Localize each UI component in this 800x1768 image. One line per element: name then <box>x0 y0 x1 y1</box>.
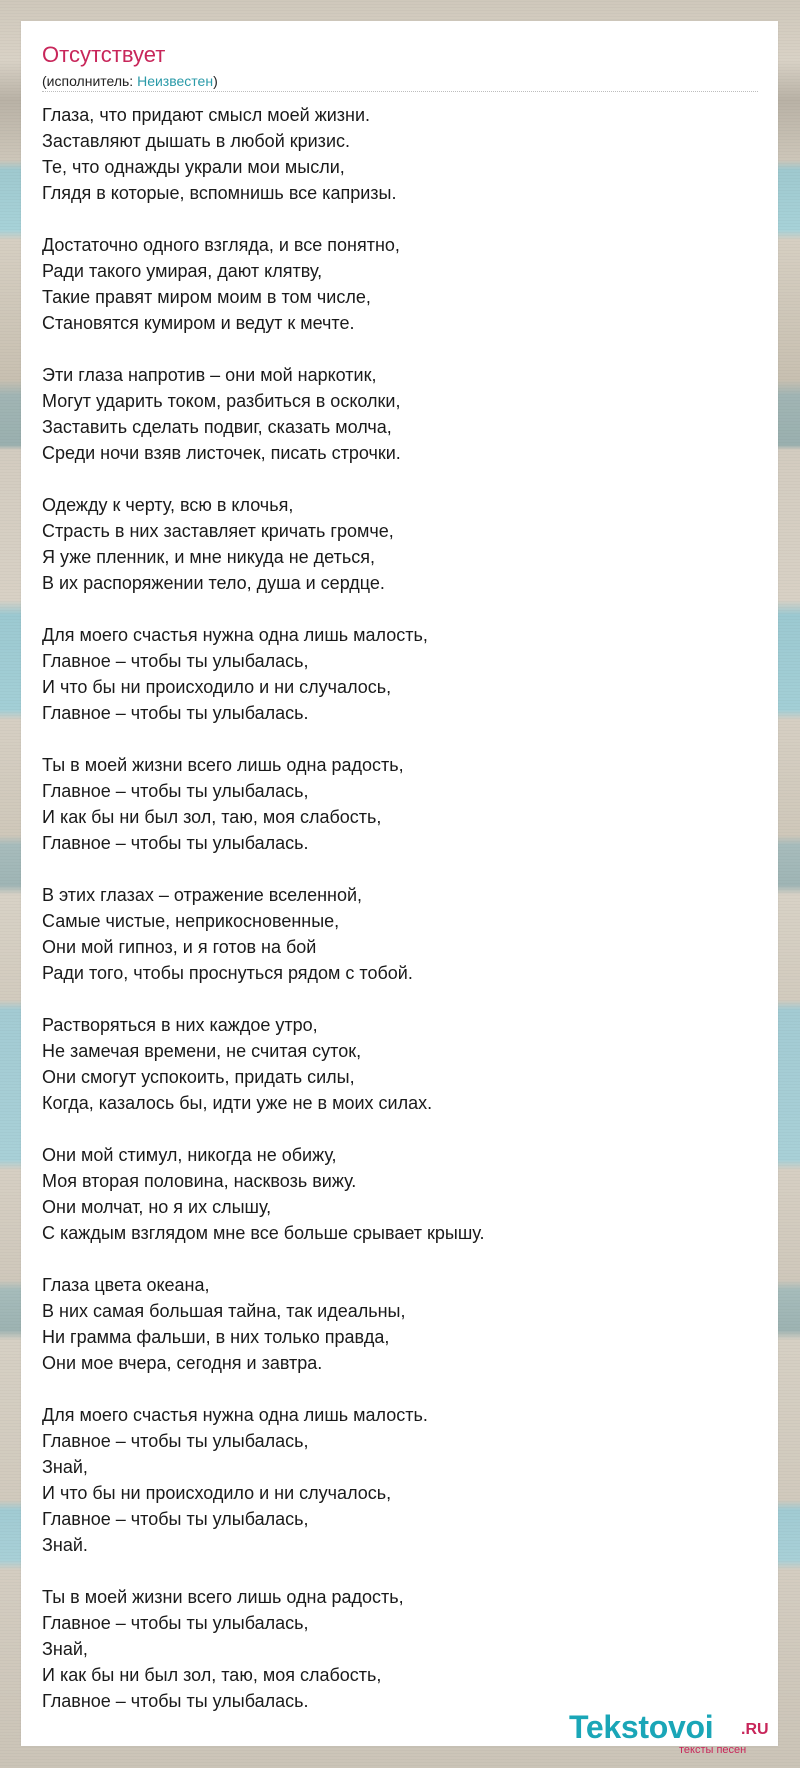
lyrics-stanza <box>42 1402 762 1558</box>
lyrics-line: Главное – чтобы ты улыбалась. <box>42 833 309 853</box>
song-title: Отсутствует <box>42 42 166 67</box>
lyrics-stanza <box>42 1142 762 1246</box>
lyrics-line: Среди ночи взяв листочек, писать строчки. <box>42 443 401 463</box>
lyrics-line: Главное – чтобы ты улыбалась. <box>42 1691 309 1711</box>
lyrics-line: Ради того, чтобы проснуться рядом с тобой. <box>42 963 413 983</box>
lyrics-line: Для моего счастья нужна одна лишь малость. <box>42 1405 428 1425</box>
lyrics-line: Могут ударить током, разбиться в осколки, <box>42 391 401 411</box>
lyrics-stanza <box>42 622 762 726</box>
lyrics-line: Главное – чтобы ты улыбалась. <box>42 703 309 723</box>
performer-line <box>42 72 218 90</box>
lyrics-line: Одежду к черту, всю в клочья, <box>42 495 294 515</box>
lyrics-line: Я уже пленник, и мне никуда не деться, <box>42 547 375 567</box>
lyrics-line: Заставляют дышать в любой кризис. <box>42 131 350 151</box>
lyrics-stanza <box>42 232 762 336</box>
title-divider <box>42 91 758 92</box>
lyrics-line: Когда, казалось бы, идти уже не в моих силах. <box>42 1093 433 1113</box>
lyrics-line: Они мое вчера, сегодня и завтра. <box>42 1353 323 1373</box>
logo-tld: .RU <box>741 1721 769 1738</box>
lyrics-line: Становятся кумиром и ведут к мечте. <box>42 313 355 333</box>
lyrics-line: Они молчат, но я их слышу, <box>42 1197 272 1217</box>
lyrics-line: Главное – чтобы ты улыбалась, <box>42 1431 309 1451</box>
lyrics-line: Глаза, что придают смысл моей жизни. <box>42 105 371 125</box>
lyrics-line: Они мой стимул, никогда не обижу, <box>42 1145 337 1165</box>
lyrics-line: Глядя в которые, вспомнишь все капризы. <box>42 183 397 203</box>
lyrics-line: И что бы ни происходило и ни случалось, <box>42 677 392 697</box>
lyrics-line: Знай, <box>42 1457 88 1477</box>
lyrics-line: Они смогут успокоить, придать силы, <box>42 1067 355 1087</box>
lyrics-line: Не замечая времени, не считая суток, <box>42 1041 362 1061</box>
lyrics-line: Ты в моей жизни всего лишь одна радость, <box>42 755 404 775</box>
lyrics-line: Главное – чтобы ты улыбалась, <box>42 1509 309 1529</box>
lyrics-line: Знай. <box>42 1535 88 1555</box>
lyrics-line: Ради такого умирая, дают клятву, <box>42 261 323 281</box>
lyrics-line: Главное – чтобы ты улыбалась, <box>42 781 309 801</box>
lyrics-line: Главное – чтобы ты улыбалась, <box>42 1613 309 1633</box>
lyrics-stanza <box>42 362 762 466</box>
lyrics-stanza <box>42 1272 762 1376</box>
lyrics-line: Ни грамма фальши, в них только правда, <box>42 1327 390 1347</box>
lyrics-line: И что бы ни происходило и ни случалось, <box>42 1483 392 1503</box>
logo-wordmark: Tekstovoi <box>569 1709 714 1745</box>
lyrics-line: Достаточно одного взгляда, и все понятно, <box>42 235 400 255</box>
lyrics-stanza <box>42 492 762 596</box>
lyrics-line: Моя вторая половина, насквозь вижу. <box>42 1171 357 1191</box>
performer-prefix: (исполнитель: <box>42 73 138 89</box>
lyrics-line: Знай, <box>42 1639 88 1659</box>
lyrics-line: С каждым взглядом мне все больше срывает крышу. <box>42 1223 485 1243</box>
lyrics-stanza <box>42 102 762 206</box>
lyrics-stanza <box>42 752 762 856</box>
lyrics-stanza <box>42 1584 762 1714</box>
lyrics-line: В этих глазах – отражение вселенной, <box>42 885 363 905</box>
lyrics-line: Такие правят миром моим в том числе, <box>42 287 371 307</box>
lyrics-card <box>21 21 778 1756</box>
lyrics-line: Эти глаза напротив – они мой наркотик, <box>42 365 377 385</box>
lyrics-line: Главное – чтобы ты улыбалась, <box>42 651 309 671</box>
lyrics-line: В их распоряжении тело, душа и сердце. <box>42 573 385 593</box>
lyrics-line: Самые чистые, неприкосновенные, <box>42 911 340 931</box>
performer-suffix: ) <box>213 73 218 89</box>
lyrics-line: Растворяться в них каждое утро, <box>42 1015 318 1035</box>
lyrics-text <box>42 102 762 1714</box>
lyrics-line: Страсть в них заставляет кричать громче, <box>42 521 394 541</box>
lyrics-stanza <box>42 1012 762 1116</box>
logo-tagline: тексты песен <box>679 1744 747 1756</box>
lyrics-line: И как бы ни был зол, таю, моя слабость, <box>42 1665 382 1685</box>
lyrics-line: Для моего счастья нужна одна лишь малость, <box>42 625 428 645</box>
performer-link[interactable]: Неизвестен <box>137 73 214 89</box>
lyrics-line: Те, что однажды украли мои мысли, <box>42 157 345 177</box>
site-logo[interactable] <box>569 1709 769 1755</box>
lyrics-line: В них самая большая тайна, так идеальны, <box>42 1301 406 1321</box>
lyrics-line: Они мой гипноз, и я готов на бой <box>42 937 317 957</box>
lyrics-line: Заставить сделать подвиг, сказать молча, <box>42 417 392 437</box>
lyrics-line: Глаза цвета океана, <box>42 1275 210 1295</box>
lyrics-line: И как бы ни был зол, таю, моя слабость, <box>42 807 382 827</box>
lyrics-stanza <box>42 882 762 986</box>
lyrics-line: Ты в моей жизни всего лишь одна радость, <box>42 1587 404 1607</box>
